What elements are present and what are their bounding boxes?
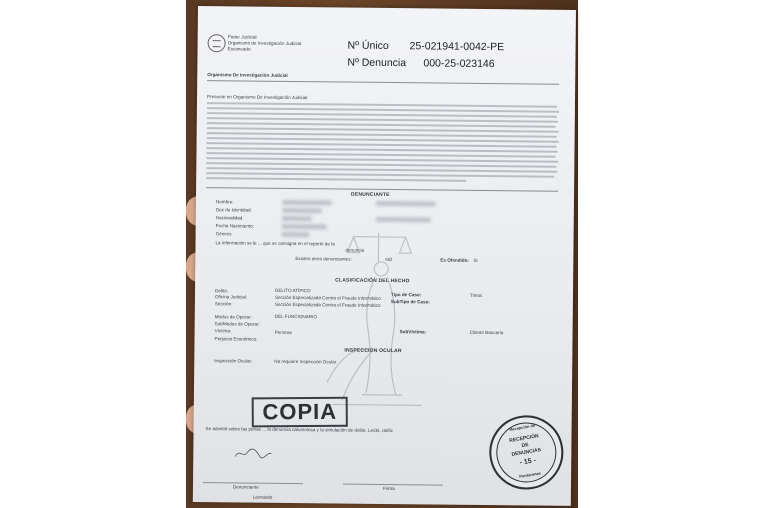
signature-scribble [233,446,273,460]
institution-line: Organismo de Investigación Judicial [227,40,302,47]
numero-unico-value: 25-021941-0042-PE [409,40,505,54]
denuncia-word: denuncia [345,247,365,253]
intro-first-line: Presente en Organismo De Investigación Judicial [207,94,308,101]
modus-label: Modus de Operar: [214,314,252,320]
delito-label: Delito: [214,288,229,294]
header-divider [207,80,559,85]
office-title: Organismo De Investigación Judicial [207,72,288,78]
seccion-label: Sección: [214,301,233,307]
document-page [193,6,576,506]
es-ofendido-value: SI [473,257,478,263]
subvictima-value: Cliente Bancario [469,329,504,336]
modus-value: DEL FUNCIONARIO [274,313,317,320]
tipo-caso-label: Tipo de Caso: [390,292,422,298]
seccion-value: Sección Especializada Contra el Fraude Informático [274,301,381,308]
closing-line: Se advirtió sobre las penas ... la denuncia calumniosa y la simulación de delito. Leído, ratific [205,426,394,434]
reception-seal [484,410,569,495]
submodus-label: SubModus de Operar: [214,321,260,327]
seal-bottom-text: Puntarenas [518,470,542,479]
copia-stamp: COPIA [252,397,348,428]
otros-denunciantes-label: Existen otros denunciantes: [295,256,352,262]
field-label: Fecha Nacimiento: [215,223,255,229]
denunciante-labels [216,198,255,238]
denunciante-title: DENUNCIANTE [351,191,390,199]
es-ofendido-label: Es Ofendido: [440,257,469,263]
inspeccion-value: No requiere Inspección Ocular [274,358,337,365]
seal-top-text: Recepción de [508,422,536,432]
institution-block [228,34,302,53]
report-line: La información se le ... que se consigna en el reporte de la [215,240,335,247]
denunciante-signature-label: Denunciante [232,484,259,490]
otros-denunciantes-value: NO [385,256,393,263]
field-label: Género: [215,231,233,237]
justice-statue-watermark [322,222,434,413]
victima-label: Víctima: [214,328,232,334]
seal-number: - 15 - [519,457,537,467]
seal-line: RECEPCIÓN [508,433,540,445]
oficina-judicial-value: Sección Especializada Contra el Fraude Informático [274,294,381,301]
firma-label: Firma [382,485,395,492]
oficina-judicial-label: Oficina Judicial: [214,294,248,300]
inspeccion-label: Inspección Ocular: [214,358,253,364]
subvictima-label: SubVíctima: [399,329,427,335]
court-emblem-icon [208,34,226,52]
victima-value: Persona [274,329,292,335]
institution-line: Poder Judicial [227,34,257,40]
numero-denuncia-label: Nº Denuncia [347,56,407,70]
clasificacion-title: CLASIFICACIÓN DEL HECHO [335,277,410,285]
field-label: Nombre: [215,199,234,205]
subtipo-caso-label: SubTipo de Caso: [390,299,430,305]
field-label: Doc de Identidad: [215,207,252,213]
institution-line: Escaneado [227,46,251,52]
numero-denuncia-value: 000-25-023146 [423,57,495,71]
inspeccion-title: INSPECCIÓN OCULAR [344,347,402,355]
seal-line: DENUNCIAS [511,447,542,458]
tipo-caso-value: Timos [469,292,483,298]
numero-unico-label: Nº Único [347,39,389,52]
denunciante-name: Leonardo [252,494,273,500]
perjuicio-label: Perjuicio Económico: [214,336,258,342]
delito-value: DELITO ATÍPICO [275,287,311,294]
seal-line: DE [521,442,530,450]
field-label: Nacionalidad: [215,215,244,221]
